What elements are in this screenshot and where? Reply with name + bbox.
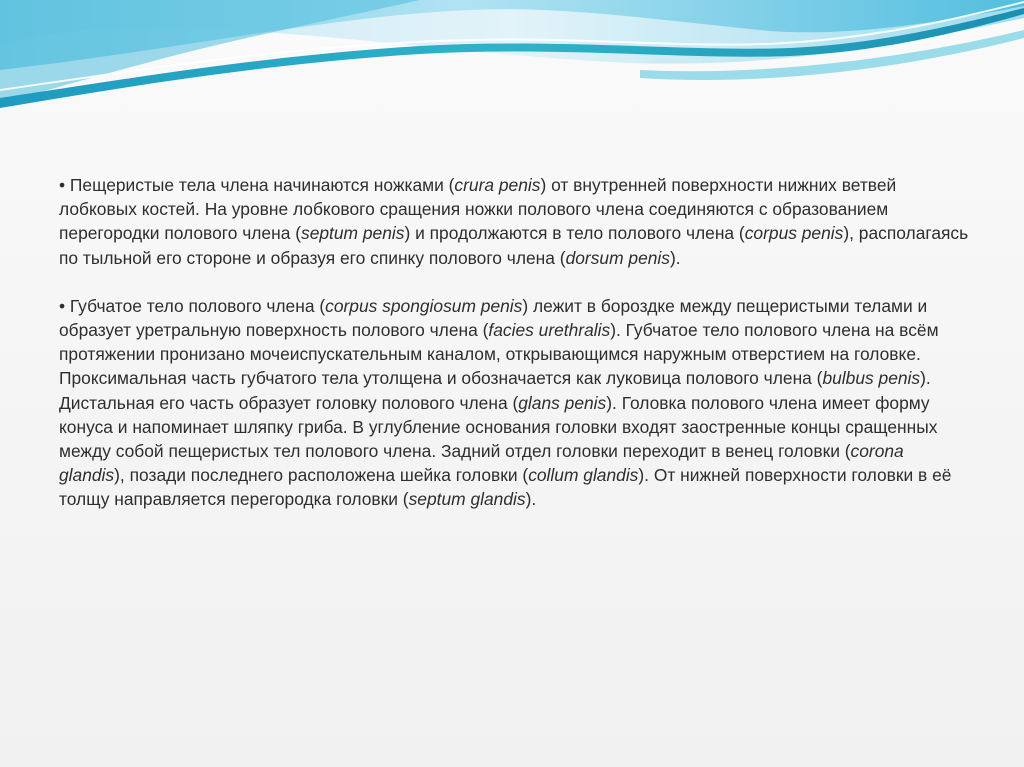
text-run: ). Головка полового члена имеет форму конуса и напоминает шляпку гриба. В углубление основания головки входят заостренные концы сращенных между собой пещеристых тел полового члена. Задний отдел головки переходит в венец головки ( [59, 392, 938, 462]
text-run: ), располагаясь по тыльной его стороне и образуя его спинку полового члена ( [59, 223, 969, 268]
header-wave-decoration [0, 0, 1024, 130]
text-run: ) от внутренней поверхности нижних ветвей лобковых костей. На уровне лобкового сращения ножки полового члена соединяются с образованием перегородки полового члена ( [59, 175, 897, 244]
text-run: ). Губчатое тело полового члена на всём протяжении пронизано мочеиспускательным каналом, открывающимся наружным отверстием на головке. Проксимальная часть губчатого тела утолщена и обозначается как луковица полового члена ( [59, 320, 939, 389]
text-run: ) лежит в бороздке между пещеристыми телами и образует уретральную поверхность полового члена ( [59, 295, 928, 341]
text-run: ) и продолжаются в тело полового члена ( [404, 223, 745, 244]
text-run: ), позади последнего расположена шейка головки ( [114, 465, 529, 486]
latin-term: glans penis [518, 392, 607, 413]
text-run: ). [669, 247, 681, 268]
slide-body [59, 173, 971, 512]
text-run: ). От нижней поверхности головки в её толщу направляется перегородка головки ( [59, 465, 952, 510]
text-run: ). [525, 489, 537, 510]
latin-term: corona glandis [59, 441, 904, 486]
latin-term: collum glandis [528, 465, 639, 486]
latin-term: bulbus penis [822, 368, 921, 389]
body-paragraph [59, 294, 971, 512]
latin-term: septum penis [301, 223, 405, 244]
latin-term: crura penis [454, 175, 541, 195]
latin-term: dorsum penis [565, 247, 670, 268]
text-run: ). Дистальная его часть образует головку полового члена ( [59, 368, 931, 413]
text-run: • Пещеристые тела члена начинаются ножками ( [59, 175, 455, 195]
latin-term: septum glandis [408, 489, 526, 510]
body-paragraph [59, 173, 971, 270]
latin-term: facies urethralis [488, 320, 611, 341]
latin-term: corpus spongiosum penis [325, 295, 523, 316]
latin-term: corpus penis [744, 223, 844, 244]
text-run: • Губчатое тело полового члена ( [59, 295, 326, 316]
